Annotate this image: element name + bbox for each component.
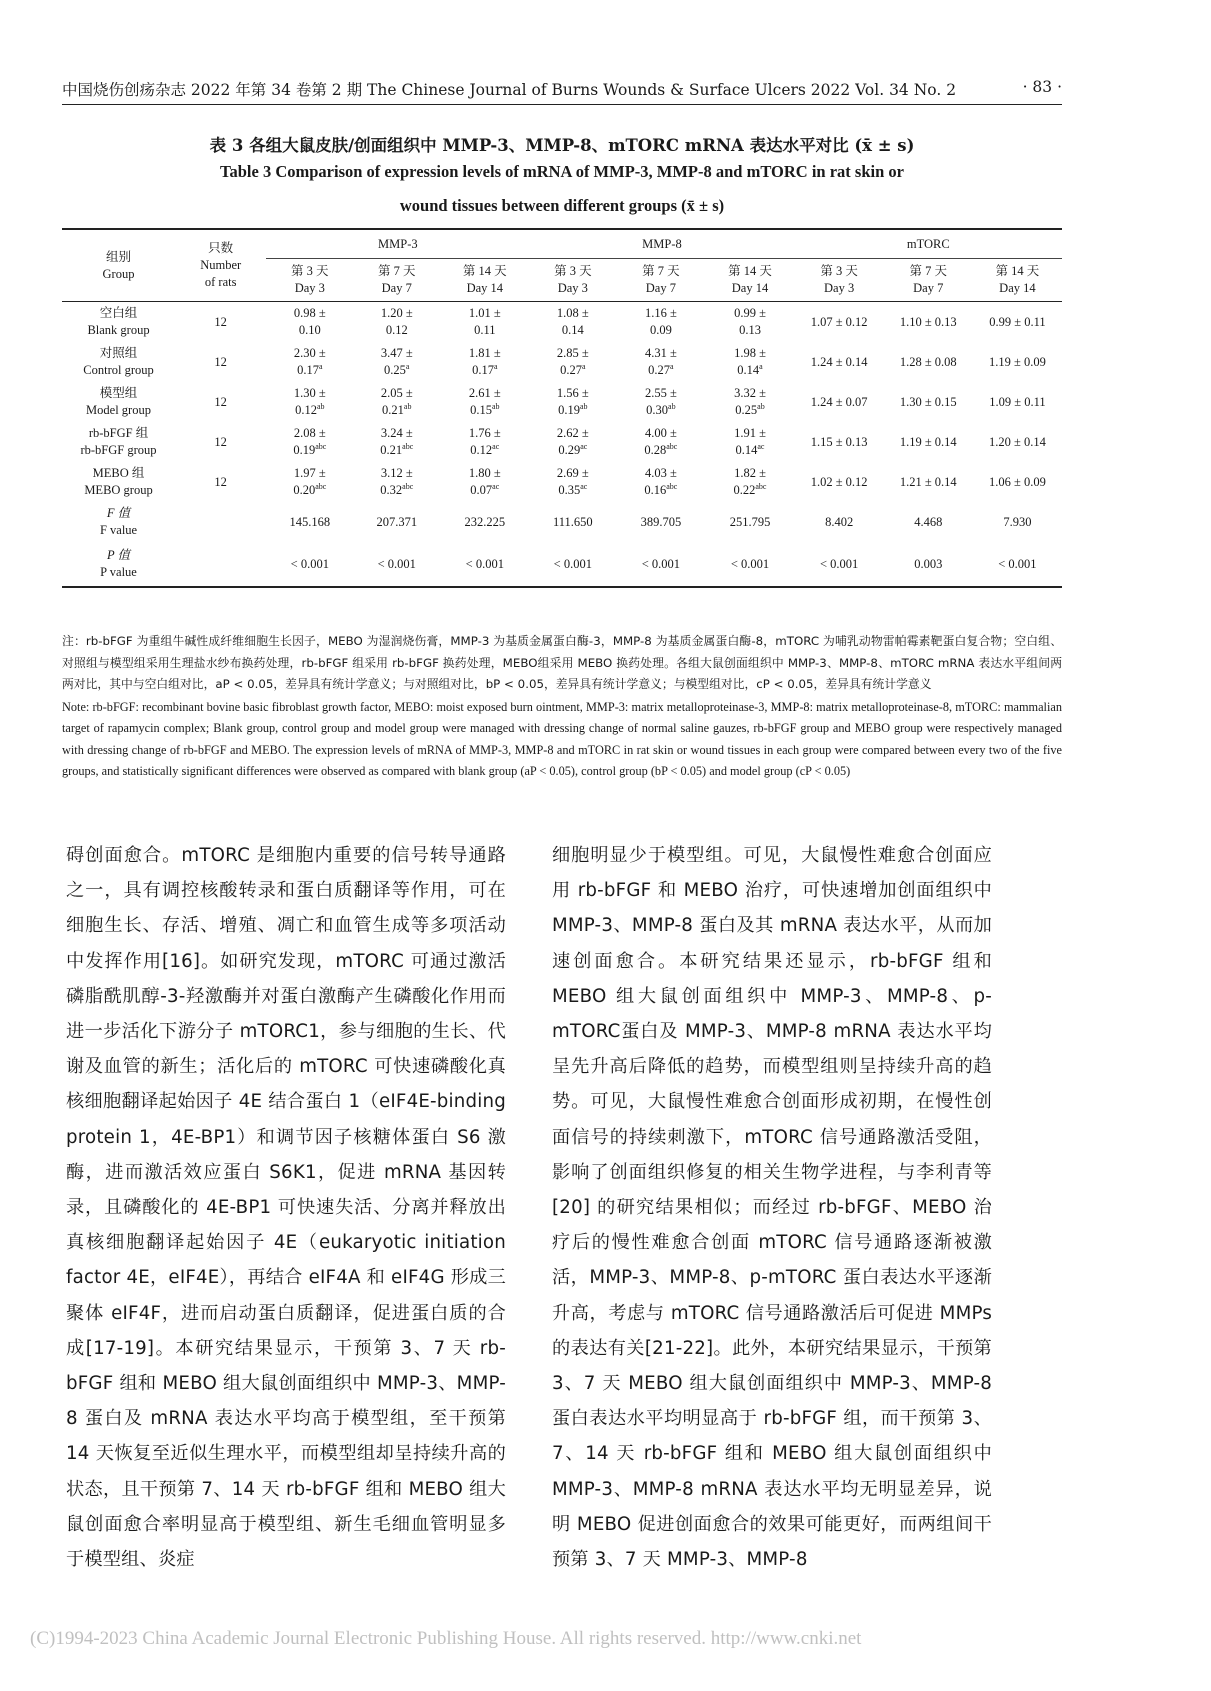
group-name-cn: MEBO 组 (92, 466, 145, 480)
journal-info: 中国烧伤创疡杂志 2022 年第 34 卷第 2 期 The Chinese Journal of Burns Wounds & Surface Ulcers 2022 Vol. 34 No. 2 (62, 81, 957, 99)
group-cell (62, 462, 175, 502)
sd-number: 0.10 (298, 323, 321, 337)
mtorc-value-cell: 1.19 ± 0.14 (899, 434, 957, 449)
sd-value (529, 402, 616, 419)
mmp3-value-cell (440, 302, 529, 343)
stat-value: 389.705 (640, 514, 682, 529)
significance-marker: a (493, 361, 498, 371)
sd-number: 0.27 (560, 363, 582, 377)
mean-value: 1.82 ± (734, 466, 766, 480)
sd-value (529, 322, 616, 339)
stat-value: < 0.001 (616, 542, 705, 587)
stat-label-en: F value (99, 523, 138, 537)
significance-marker: abc (755, 481, 767, 491)
sd-value (353, 482, 440, 499)
mean-value: 1.80 ± (468, 466, 501, 480)
mmp3-value-cell (266, 462, 353, 502)
rat-count: 12 (214, 354, 227, 369)
mmp3-value-cell (353, 422, 440, 462)
header-day-cell (440, 259, 529, 302)
sd-number: 0.16 (644, 483, 667, 497)
sd-value (353, 362, 440, 379)
significance-marker: ab (403, 401, 412, 411)
header-day-en: Day 14 (466, 281, 504, 295)
stat-value: < 0.001 (529, 542, 616, 587)
group-cell (62, 382, 175, 422)
header-day-en: Day 3 (557, 281, 588, 295)
stat-value: 0.003 (884, 542, 973, 587)
mtorc-value-cell: 1.20 ± 0.14 (988, 434, 1046, 449)
header-day-en: Day 7 (381, 281, 412, 295)
mmp8-value-cell (616, 342, 705, 382)
sd-value (529, 362, 616, 379)
stat-value: < 0.001 (353, 542, 440, 587)
body-column-right (552, 838, 992, 1577)
header-day-cell (973, 259, 1062, 302)
table-notes (62, 631, 1062, 783)
sd-value (440, 322, 529, 339)
header-day-cell (884, 259, 973, 302)
mean-value: 0.98 ± (293, 306, 326, 320)
sd-value (616, 362, 705, 379)
mmp3-value-cell (266, 302, 353, 343)
significance-marker: abc (402, 441, 414, 451)
sd-number: 0.14 (561, 323, 584, 337)
body-paragraph-left: 碍创面愈合。mTORC 是细胞内重要的信号转导通路之一，具有调控核酸转录和蛋白质翻译等作用，可在细胞生长、存活、增殖、凋亡和血管生成等多项活动中发挥作用[16]。如研究发现，mTORC 可通过激活磷脂酰肌醇-3-羟激酶并对蛋白激酶产生磷酸化作用而进一步活化下游分子 mTORC1，参与细胞的生长、代谢及血管的新生；活化后的 mTORC 可快速磷酸化真核细胞翻译起始因子 4E 结合蛋白 1（eIF4E-binding protein 1，4E-BP1）和调节因子核糖体蛋白 S6 激酶，进而激活效应蛋白 S6K1，促进 mRNA 基因转录，且磷酸化的 4E-BP1 可快速失活、分离并释放出真核细胞翻译起始因子 4E（eukaryotic initiation factor 4E，eIF4E），再结合 eIF4A 和 eIF4G 形成三聚体 eIF4F，进而启动蛋白质翻译，促进蛋白质的合成[17-19]。本研究结果显示，干预第 3、7 天 rb-bFGF 组和 MEBO 组大鼠创面组织中 MMP-3、MMP-8 蛋白及 mRNA 表达水平均高于模型组，至干预第 14 天恢复至近似生理水平，而模型组却呈持续升高的状态，且干预第 7、14 天 rb-bFGF 组和 MEBO 组大鼠创面愈合率明显高于模型组、新生毛细血管明显多于模型组、炎症 (66, 845, 506, 1571)
stat-value: 145.168 (289, 514, 331, 529)
group-name-en: Blank group (87, 323, 150, 337)
sd-value (705, 322, 794, 339)
group-name-cn: 模型组 (99, 386, 138, 400)
mmp3-value-cell (266, 422, 353, 462)
stat-label-cn: P 值 (106, 548, 131, 562)
sd-number: 0.13 (739, 323, 761, 337)
mean-value: 3.32 ± (734, 386, 766, 400)
mean-value: 0.99 ± (734, 306, 766, 320)
mean-value: 2.55 ± (644, 386, 677, 400)
group-name-cn: 空白组 (99, 306, 138, 320)
sd-value (616, 402, 705, 419)
significance-marker: ac (492, 441, 500, 451)
sd-number: 0.14 (737, 363, 760, 377)
mean-value: 1.98 ± (734, 346, 766, 360)
mmp3-value-cell (353, 382, 440, 422)
sd-value (705, 402, 794, 419)
mmp3-value-cell (440, 342, 529, 382)
header-day-cell (353, 259, 440, 302)
mean-value: 3.24 ± (380, 426, 413, 440)
significance-marker: abc (315, 441, 327, 451)
stat-value: 207.371 (376, 514, 418, 529)
mmp3-value-cell (353, 462, 440, 502)
sd-number: 0.12 (385, 323, 408, 337)
sd-number: 0.19 (558, 403, 580, 417)
group-cell (62, 342, 175, 382)
stat-label-cell (62, 542, 175, 587)
group-cell (62, 302, 175, 343)
table-row (62, 342, 1062, 382)
group-name-cn: rb-bFGF 组 (88, 426, 149, 440)
sd-number: 0.32 (380, 483, 403, 497)
sd-value (529, 442, 616, 459)
mmp8-value-cell (529, 422, 616, 462)
header-day-en: Day 14 (731, 281, 769, 295)
sd-value (353, 402, 440, 419)
sd-number: 0.27 (648, 363, 671, 377)
stat-value: < 0.001 (440, 542, 529, 587)
header-day-en: Day 3 (294, 281, 325, 295)
sd-number: 0.09 (649, 323, 672, 337)
mtorc-value-cell: 1.09 ± 0.11 (989, 394, 1046, 409)
header-day-cn: 第 3 天 (820, 264, 858, 278)
running-header (62, 78, 1062, 100)
stat-value: 111.650 (552, 514, 593, 529)
mtorc-value-cell: 1.21 ± 0.14 (899, 474, 957, 489)
sd-number: 0.15 (470, 403, 492, 417)
significance-marker: abc (402, 481, 414, 491)
sd-number: 0.30 (646, 403, 669, 417)
header-number-en-2: of rats (204, 275, 237, 289)
sd-value (353, 322, 440, 339)
mean-value: 1.01 ± (468, 306, 501, 320)
table-caption-cn: 表 3 各组大鼠皮肤/创面组织中 MMP-3、MMP-8、mTORC mRNA 表达水平对比 (x̄ ± s) (209, 136, 915, 155)
header-number-cn: 只数 (208, 241, 234, 255)
significance-marker: abc (666, 441, 678, 451)
significance-marker: abc (666, 481, 678, 491)
mtorc-value-cell: 1.24 ± 0.07 (810, 394, 868, 409)
significance-marker: a (318, 361, 323, 371)
mean-value: 1.91 ± (734, 426, 766, 440)
rat-count: 12 (214, 474, 227, 489)
mtorc-value-cell: 1.19 ± 0.09 (988, 354, 1046, 369)
header-group-cn: 组别 (106, 249, 132, 264)
sd-value (705, 362, 794, 379)
sd-number: 0.28 (644, 443, 667, 457)
stat-value: < 0.001 (973, 542, 1062, 587)
sd-number: 0.22 (733, 483, 756, 497)
group-name-en: MEBO group (84, 483, 153, 497)
stat-label-cn: F 值 (106, 506, 131, 520)
mmp8-value-cell (705, 302, 794, 343)
sd-number: 0.17 (297, 363, 319, 377)
group-cell (62, 422, 175, 462)
mmp8-value-cell (616, 302, 705, 343)
sd-number: 0.25 (384, 363, 406, 377)
header-day-cn: 第 3 天 (291, 264, 329, 278)
rat-count: 12 (214, 394, 227, 409)
mtorc-value-cell: 1.30 ± 0.15 (899, 394, 957, 409)
table-row (62, 462, 1062, 502)
mean-value: 2.61 ± (468, 386, 501, 400)
header-day-cn: 第 14 天 (728, 264, 772, 278)
sd-value (616, 442, 705, 459)
sd-number: 0.29 (558, 443, 581, 457)
mtorc-value-cell: 1.06 ± 0.09 (988, 474, 1046, 489)
header-mtorc: mTORC (795, 229, 1062, 259)
sd-value (353, 442, 440, 459)
mean-value: 4.00 ± (644, 426, 677, 440)
mmp8-value-cell (529, 462, 616, 502)
significance-marker: ab (316, 401, 325, 411)
data-table (62, 228, 1062, 588)
significance-marker: ab (579, 401, 588, 411)
table-caption-en-1: Table 3 Comparison of expression levels of mRNA of MMP-3, MMP-8 and mTORC in rat skin or (220, 162, 904, 181)
mean-value: 4.03 ± (644, 466, 677, 480)
significance-marker: ac (492, 481, 500, 491)
mean-value: 1.30 ± (293, 386, 326, 400)
mean-value: 1.20 ± (380, 306, 413, 320)
header-day-cn: 第 3 天 (554, 264, 592, 278)
significance-marker: ac (757, 441, 765, 451)
sd-number: 0.21 (380, 443, 403, 457)
stat-value: < 0.001 (795, 542, 884, 587)
empty-cell (175, 542, 266, 587)
empty-cell (175, 502, 266, 542)
group-name-en: Control group (83, 363, 154, 377)
mean-value: 2.05 ± (380, 386, 413, 400)
mmp8-value-cell (705, 422, 794, 462)
significance-marker: ab (757, 401, 765, 411)
mean-value: 2.62 ± (556, 426, 589, 440)
note-en: Note: rb-bFGF: recombinant bovine basic fibroblast growth factor, MEBO: moist exposed burn ointment, MMP-3: matrix metalloproteinase-3, MMP-8: matrix metalloproteinase-8, mTORC: mammalian target of rapamycin complex; Blank group, control group and model group were managed with dressing change of normal saline gauzes, rb-bFGF group and MEBO group were respectively managed with dressing change of rb-bFGF and MEBO. The expression levels of mRNA of MMP-3, MMP-8 and mTORC in rat skin or wound tissues in each group were compared between every two of the five groups, and statistically significant differences were observed as compared with blank group (aP < 0.05), control group (bP < 0.05) and model group (cP < 0.05) (62, 699, 1062, 778)
rat-count: 12 (214, 434, 227, 449)
mean-value: 2.85 ± (556, 346, 589, 360)
sd-value (705, 482, 794, 499)
stat-value: 4.468 (914, 514, 943, 529)
sd-value (440, 482, 529, 499)
mmp3-value-cell (353, 302, 440, 343)
mean-value: 4.31 ± (644, 346, 677, 360)
significance-marker: a (405, 361, 410, 371)
mmp3-value-cell (440, 422, 529, 462)
header-day-cn: 第 14 天 (462, 264, 507, 278)
mean-value: 1.81 ± (468, 346, 501, 360)
sd-value (529, 482, 616, 499)
mmp3-value-cell (440, 462, 529, 502)
mtorc-value-cell: 1.15 ± 0.13 (810, 434, 868, 449)
header-day-en: Day 7 (913, 281, 944, 295)
significance-marker: a (581, 361, 586, 371)
mmp8-value-cell (705, 382, 794, 422)
sd-value (440, 362, 529, 379)
mmp3-value-cell (440, 382, 529, 422)
group-name-cn: 对照组 (99, 346, 138, 360)
table-row (62, 302, 1062, 343)
table-caption-en-2: wound tissues between different groups (x̄ ± s) (399, 196, 725, 215)
sd-number: 0.35 (558, 483, 581, 497)
sd-value (266, 402, 353, 419)
header-day-cell (705, 259, 794, 302)
mean-value: 1.08 ± (556, 306, 589, 320)
sd-value (616, 322, 705, 339)
header-group (62, 229, 175, 302)
table-body (62, 302, 1062, 588)
mean-value: 1.16 ± (644, 306, 677, 320)
stat-value: 251.795 (729, 514, 771, 529)
mean-value: 2.30 ± (293, 346, 326, 360)
header-mmp8: MMP-8 (529, 229, 794, 259)
mtorc-value-cell: 1.02 ± 0.12 (810, 474, 868, 489)
sd-value (266, 482, 353, 499)
header-day-cn: 第 7 天 (909, 264, 947, 278)
stat-label-cell (62, 502, 175, 542)
mtorc-value-cell: 0.99 ± 0.11 (989, 314, 1046, 329)
mmp3-value-cell (266, 342, 353, 382)
mmp8-value-cell (705, 462, 794, 502)
header-number-en-1: Number (200, 258, 242, 272)
f-value-row (62, 502, 1062, 542)
mmp8-value-cell (616, 422, 705, 462)
group-name-en: rb-bFGF group (80, 443, 157, 457)
mmp3-value-cell (353, 342, 440, 382)
header-day-cell (795, 259, 884, 302)
mmp8-value-cell (529, 382, 616, 422)
mean-value: 1.76 ± (468, 426, 501, 440)
sd-number: 0.25 (735, 403, 758, 417)
table-row (62, 382, 1062, 422)
header-day-cn: 第 7 天 (642, 264, 680, 278)
mtorc-value-cell: 1.24 ± 0.14 (810, 354, 868, 369)
significance-marker: ab (668, 401, 676, 411)
page-number: · 83 · (1022, 78, 1062, 96)
mmp8-value-cell (529, 302, 616, 343)
mmp8-value-cell (529, 342, 616, 382)
mean-value: 2.08 ± (293, 426, 326, 440)
header-number (175, 229, 266, 302)
stat-value: 8.402 (825, 514, 854, 529)
mean-value: 1.97 ± (293, 466, 326, 480)
stat-value: 7.930 (1003, 514, 1032, 529)
sd-number: 0.14 (735, 443, 758, 457)
sd-number: 0.21 (382, 403, 404, 417)
sd-number: 0.12 (295, 403, 317, 417)
p-value-row (62, 542, 1062, 587)
copyright-footer: (C)1994-2023 China Academic Journal Electronic Publishing House. All rights reserved. http://www.cnki.net (30, 1628, 862, 1649)
significance-marker: a (759, 361, 763, 371)
sd-number: 0.07 (470, 483, 493, 497)
body-paragraph-right: 细胞明显少于模型组。可见，大鼠慢性难愈合创面应用 rb-bFGF 和 MEBO 治疗，可快速增加创面组织中 MMP-3、MMP-8 蛋白及其 mRNA 表达水平，从而加速创面愈合。本研究结果还显示，rb-bFGF 组和 MEBO 组大鼠创面组织中 MMP-3、MMP-8、p-mTORC蛋白及 MMP-3、MMP-8 mRNA 表达水平均呈先升高后降低的趋势，而模型组则呈持续升高的趋势。可见，大鼠慢性难愈合创面形成初期，在慢性创面信号的持续刺激下，mTORC 信号通路激活受阻，影响了创面组织修复的相关生物学进程，与李利青等[20] 的研究结果相似；而经过 rb-bFGF、MEBO 治疗后的慢性难愈合创面 mTORC 信号通路逐渐被激活，MMP-3、MMP-8、p-mTORC 蛋白表达水平逐渐升高，考虑与 mTORC 信号通路激活后可促进 MMPs 的表达有关[21-22]。此外，本研究结果显示，干预第 3、7 天 MEBO 组大鼠创面组织中 MMP-3、MMP-8 蛋白表达水平均明显高于 rb-bFGF 组，而干预第 3、7、14 天 rb-bFGF 组和 MEBO 组大鼠创面组织中 MMP-3、MMP-8 mRNA 表达水平均无明显差异，说明 MEBO 促进创面愈合的效果可能更好，而两组间干预第 3、7 天 MMP-3、MMP-8 (552, 845, 992, 1571)
stat-label-en: P value (100, 565, 137, 579)
sd-number: 0.11 (474, 323, 496, 337)
mtorc-value-cell: 1.07 ± 0.12 (810, 314, 868, 329)
header-day-cn: 第 7 天 (378, 264, 416, 278)
header-day-cn: 第 14 天 (995, 264, 1040, 278)
sd-value (266, 442, 353, 459)
table-row (62, 422, 1062, 462)
significance-marker: a (670, 361, 674, 371)
sd-number: 0.20 (293, 483, 316, 497)
header-rule (62, 104, 1062, 105)
header-day-cell (616, 259, 705, 302)
mmp8-value-cell (705, 342, 794, 382)
mtorc-value-cell: 1.28 ± 0.08 (899, 354, 957, 369)
sd-value (266, 362, 353, 379)
header-day-cell (529, 259, 616, 302)
rat-count: 12 (214, 314, 227, 329)
sd-number: 0.19 (293, 443, 316, 457)
significance-marker: ab (491, 401, 500, 411)
mmp3-value-cell (266, 382, 353, 422)
header-day-en: Day 14 (999, 281, 1036, 295)
mmp8-value-cell (616, 462, 705, 502)
note-cn: 注：rb-bFGF 为重组牛碱性成纤维细胞生长因子，MEBO 为湿润烧伤膏，MMP-3 为基质金属蛋白酶-3，MMP-8 为基质金属蛋白酶-8，mTORC 为哺乳动物雷帕霉素靶蛋白复合物；空白组、对照组与模型组采用生理盐水纱布换药处理，rb-bFGF 组采用 rb-bFGF 换药处理，MEBO组采用 MEBO 换药处理。各组大鼠创面组织中 MMP-3、MMP-8、mTORC mRNA 表达水平组间两两对比，其中与空白组对比，aP < 0.05，差异具有统计学意义；与对照组对比，bP < 0.05，差异具有统计学意义；与模型组对比，cP < 0.05，差异具有统计学意义 (62, 634, 1062, 691)
stat-value: < 0.001 (705, 542, 794, 587)
sd-value (266, 322, 353, 339)
header-mmp3: MMP-3 (266, 229, 529, 259)
stat-value: 232.225 (464, 514, 506, 529)
mtorc-value-cell: 1.10 ± 0.13 (899, 314, 957, 329)
sd-number: 0.17 (472, 363, 494, 377)
mean-value: 3.47 ± (380, 346, 413, 360)
sd-value (440, 442, 529, 459)
mean-value: 3.12 ± (380, 466, 413, 480)
stat-value: < 0.001 (266, 542, 353, 587)
sd-value (705, 442, 794, 459)
sd-number: 0.12 (470, 443, 493, 457)
sd-value (440, 402, 529, 419)
header-group-en: Group (102, 266, 135, 281)
significance-marker: abc (315, 481, 327, 491)
body-column-left (66, 838, 506, 1577)
header-day-en: Day 3 (824, 281, 855, 295)
significance-marker: ac (580, 441, 588, 451)
mean-value: 1.56 ± (556, 386, 589, 400)
group-name-en: Model group (86, 403, 151, 417)
header-day-cell (266, 259, 353, 302)
mean-value: 2.69 ± (556, 466, 589, 480)
significance-marker: ac (580, 481, 588, 491)
header-day-en: Day 7 (645, 281, 676, 295)
mmp8-value-cell (616, 382, 705, 422)
sd-value (616, 482, 705, 499)
